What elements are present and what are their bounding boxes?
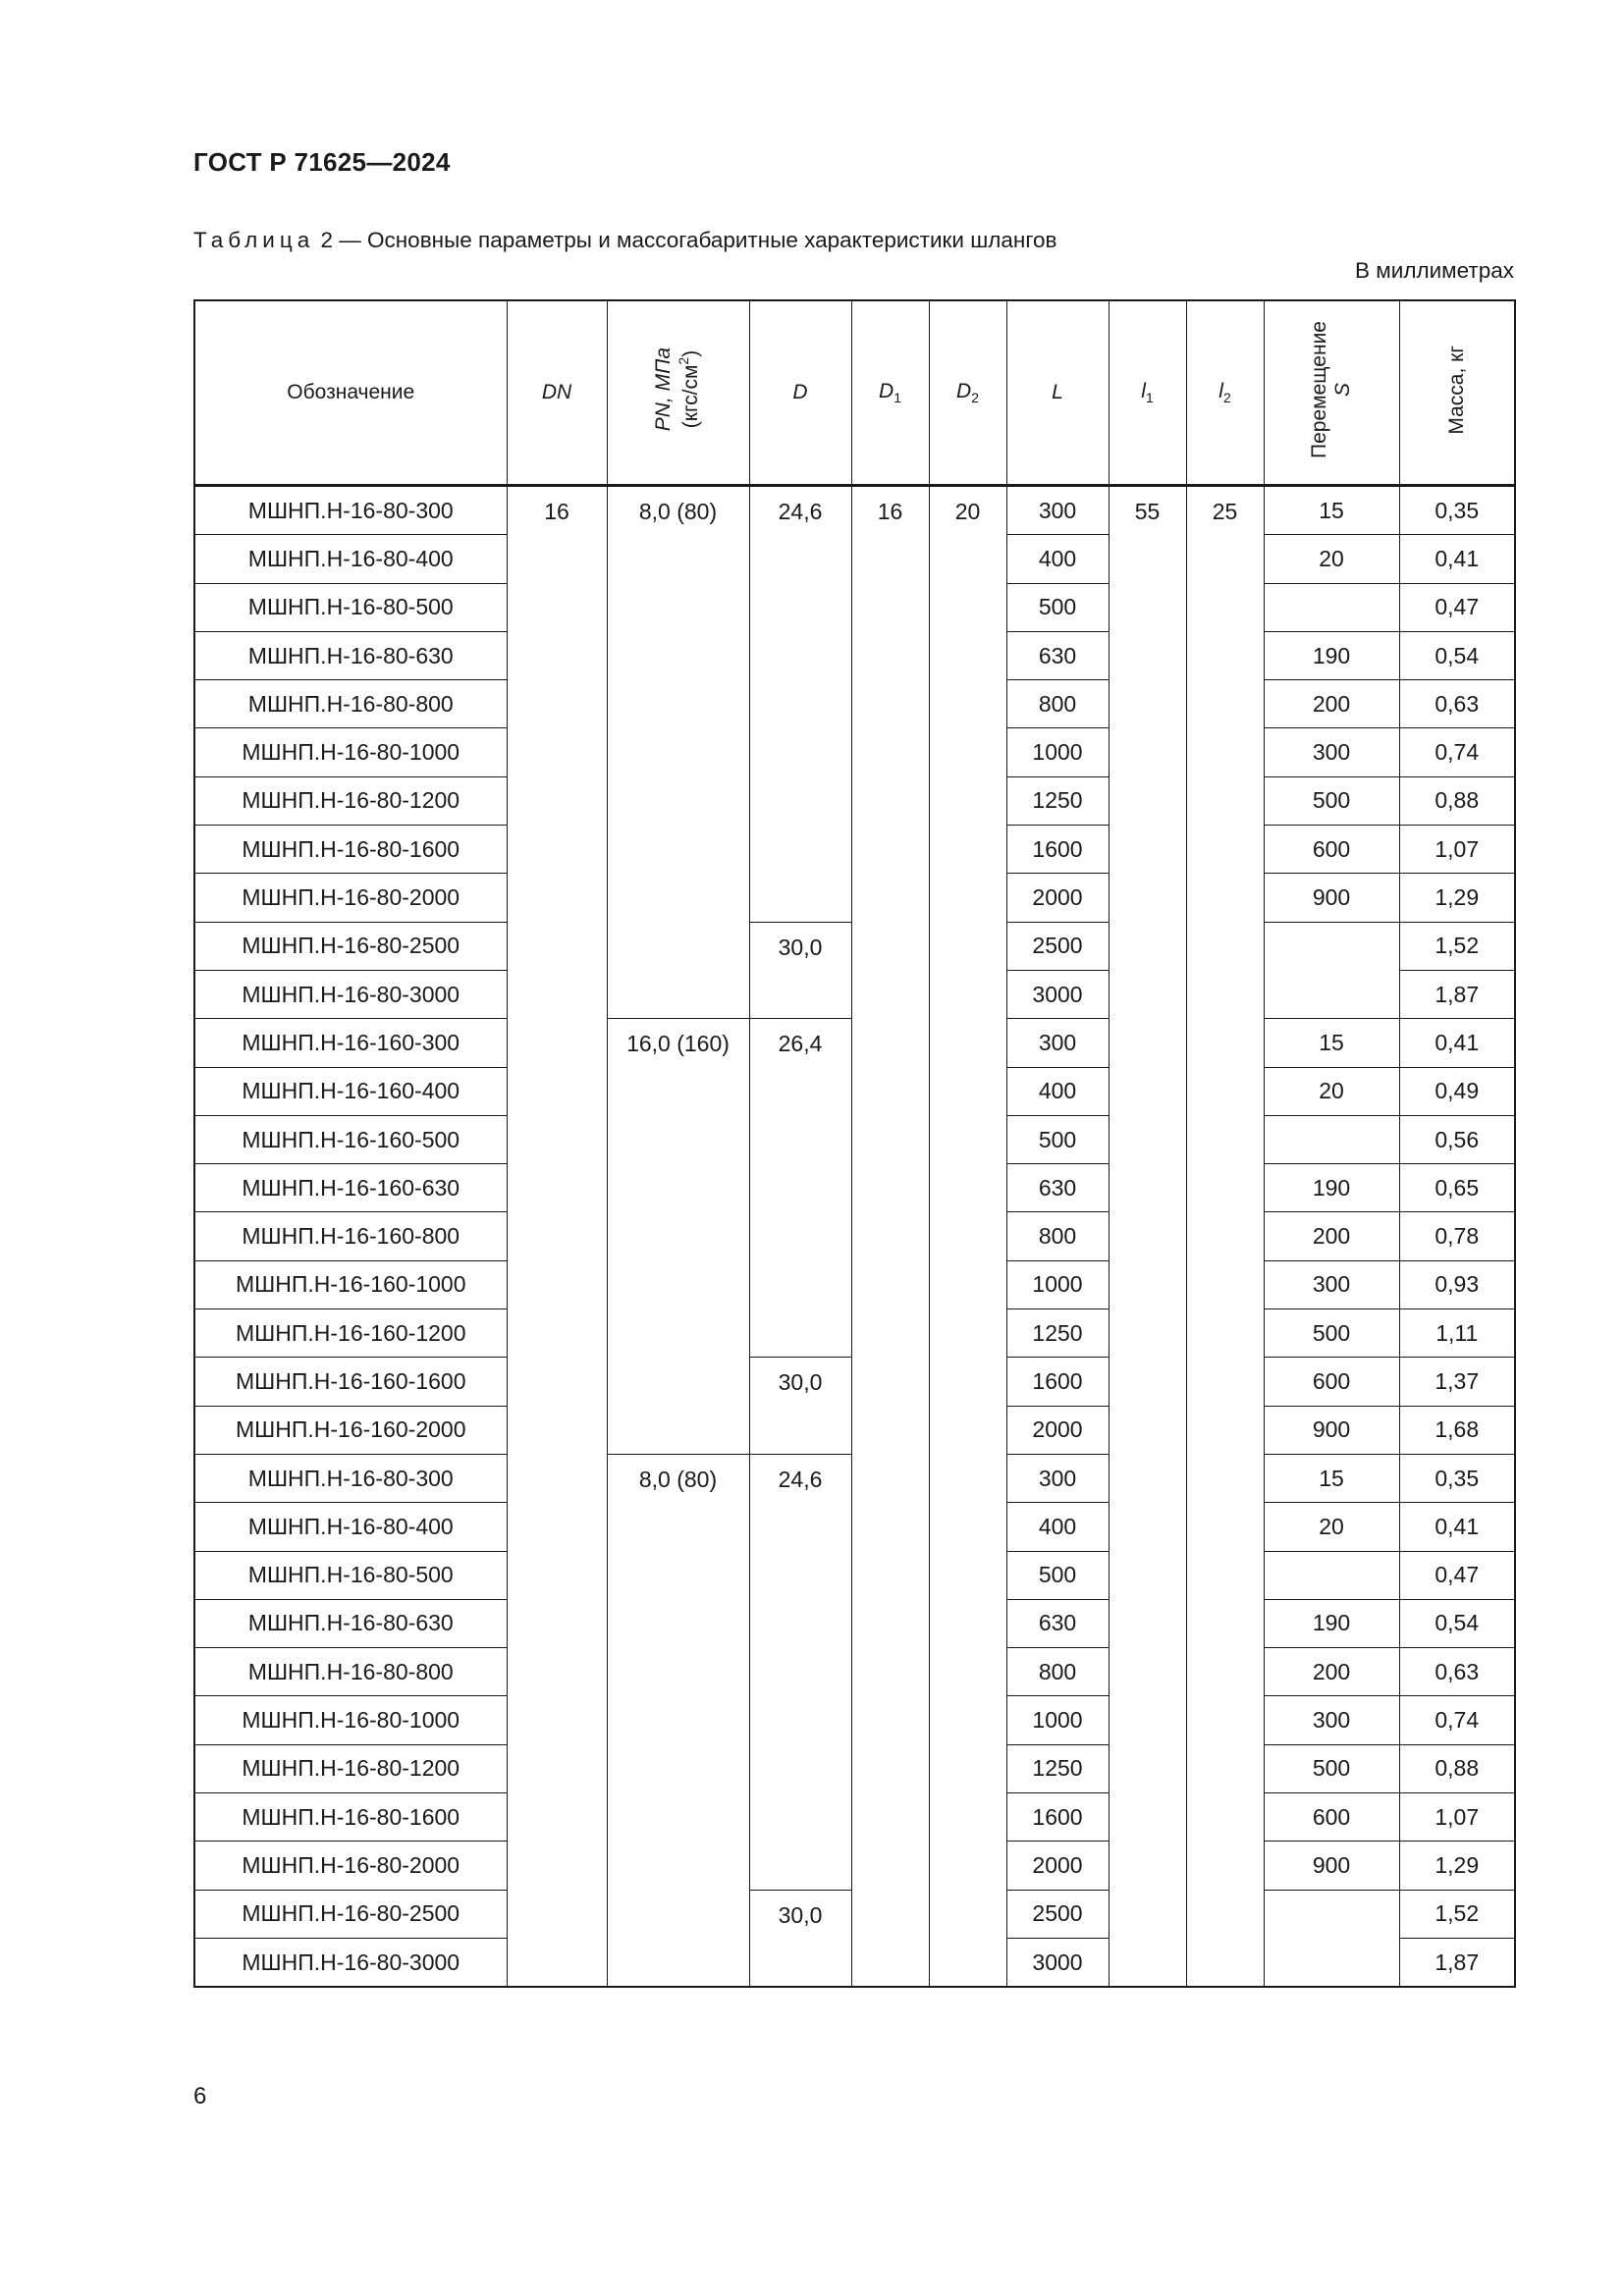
table-caption [193,228,1057,253]
length-cell: 400 [1006,535,1109,583]
displacement-cell: 500 [1264,1309,1399,1358]
length-cell: 2000 [1006,1842,1109,1890]
designation-cell: МШНП.Н-16-80-400 [194,535,507,583]
displacement-cell: 200 [1264,1212,1399,1260]
mass-cell: 0,88 [1399,776,1515,825]
mass-cell: 0,63 [1399,1648,1515,1696]
d-cell: 26,4 [749,1019,851,1358]
displacement-cell: 200 [1264,1648,1399,1696]
designation-cell: МШНП.Н-16-80-800 [194,1648,507,1696]
displacement-cell [1264,583,1399,631]
designation-cell: МШНП.Н-16-160-800 [194,1212,507,1260]
mass-cell: 0,35 [1399,1454,1515,1502]
designation-cell: МШНП.Н-16-80-2000 [194,1842,507,1890]
d-cell: 24,6 [749,486,851,923]
displacement-cell: 190 [1264,631,1399,679]
mass-cell: 0,41 [1399,1503,1515,1551]
designation-cell: МШНП.Н-16-80-1200 [194,776,507,825]
d-cell: 30,0 [749,1890,851,1987]
mass-cell: 1,37 [1399,1358,1515,1406]
displacement-cell: 15 [1264,486,1399,535]
mass-cell: 0,47 [1399,1551,1515,1599]
mass-cell: 1,52 [1399,922,1515,970]
displacement-cell: 15 [1264,1019,1399,1067]
header-designation: Обозначение [194,300,507,486]
mass-cell: 0,54 [1399,1599,1515,1647]
d-cell: 30,0 [749,922,851,1019]
designation-cell: МШНП.Н-16-80-300 [194,1454,507,1502]
length-cell: 300 [1006,1019,1109,1067]
length-cell: 3000 [1006,970,1109,1018]
designation-cell: МШНП.Н-16-80-3000 [194,970,507,1018]
length-cell: 630 [1006,1164,1109,1212]
length-cell: 2500 [1006,922,1109,970]
length-cell: 1250 [1006,1309,1109,1358]
displacement-cell: 900 [1264,874,1399,922]
displacement-cell [1264,922,1399,1019]
length-cell: 1250 [1006,776,1109,825]
parameters-table [193,299,1516,1988]
mass-cell: 1,11 [1399,1309,1515,1358]
header-d1: $D_1$ [851,300,929,486]
table-body [194,486,1515,1988]
d-cell: 30,0 [749,1358,851,1455]
designation-cell: МШНП.Н-16-160-400 [194,1067,507,1115]
mass-cell: 0,88 [1399,1744,1515,1792]
mass-cell: 0,54 [1399,631,1515,679]
displacement-cell: 900 [1264,1406,1399,1454]
pn-cell: 8,0 (80) [607,486,749,1019]
mass-cell: 0,63 [1399,680,1515,728]
displacement-cell [1264,1115,1399,1163]
displacement-cell [1264,1551,1399,1599]
length-cell: 2500 [1006,1890,1109,1938]
designation-cell: МШНП.Н-16-160-500 [194,1115,507,1163]
displacement-cell: 600 [1264,1358,1399,1406]
length-cell: 3000 [1006,1938,1109,1987]
header-pn-line1: PN, МПа [652,347,676,432]
mass-cell: 0,74 [1399,728,1515,776]
designation-cell: МШНП.Н-16-80-2500 [194,1890,507,1938]
mass-cell: 1,87 [1399,1938,1515,1987]
length-cell: 630 [1006,631,1109,679]
designation-cell: МШНП.Н-16-80-3000 [194,1938,507,1987]
header-l1: $l_1$ [1109,300,1186,486]
header-pn: PN, МПа $(кгс/см^2)$ [607,300,749,486]
header-l: L [1006,300,1109,486]
designation-cell: МШНП.Н-16-80-400 [194,1503,507,1551]
mass-cell: 1,52 [1399,1890,1515,1938]
mass-cell: 0,78 [1399,1212,1515,1260]
displacement-cell: 600 [1264,826,1399,874]
designation-cell: МШНП.Н-16-160-300 [194,1019,507,1067]
d2-cell: 20 [929,486,1006,1988]
mass-cell: 0,74 [1399,1696,1515,1744]
length-cell: 400 [1006,1067,1109,1115]
mass-cell: 1,29 [1399,1842,1515,1890]
d1-cell: 16 [851,486,929,1988]
units-note: В миллиметрах [1355,258,1514,283]
header-d2: $D_2$ [929,300,1006,486]
displacement-cell: 15 [1264,1454,1399,1502]
table-header-row [194,300,1515,486]
caption-text: 2 — Основные параметры и массогабаритные характеристики шлангов [314,228,1057,252]
mass-cell: 0,41 [1399,1019,1515,1067]
displacement-cell: 190 [1264,1164,1399,1212]
l1-cell: 55 [1109,486,1186,1988]
designation-cell: МШНП.Н-16-80-2000 [194,874,507,922]
caption-label: Таблица [193,228,315,252]
designation-cell: МШНП.Н-16-80-1600 [194,1793,507,1842]
pn-cell: 8,0 (80) [607,1454,749,1987]
designation-cell: МШНП.Н-16-160-630 [194,1164,507,1212]
mass-cell: 1,87 [1399,970,1515,1018]
designation-cell: МШНП.Н-16-80-630 [194,631,507,679]
length-cell: 300 [1006,486,1109,535]
length-cell: 1600 [1006,826,1109,874]
header-d: D [749,300,851,486]
length-cell: 800 [1006,1212,1109,1260]
length-cell: 1000 [1006,1696,1109,1744]
length-cell: 2000 [1006,874,1109,922]
designation-cell: МШНП.Н-16-80-500 [194,583,507,631]
length-cell: 500 [1006,1551,1109,1599]
mass-cell: 1,68 [1399,1406,1515,1454]
pn-cell: 16,0 (160) [607,1019,749,1455]
displacement-cell: 20 [1264,1067,1399,1115]
designation-cell: МШНП.Н-16-80-2500 [194,922,507,970]
table-row [194,486,1515,535]
designation-cell: МШНП.Н-16-80-1600 [194,826,507,874]
mass-cell: 0,56 [1399,1115,1515,1163]
designation-cell: МШНП.Н-16-80-300 [194,486,507,535]
header-displacement: Перемещение S [1264,300,1399,486]
length-cell: 500 [1006,583,1109,631]
displacement-cell: 600 [1264,1793,1399,1842]
displacement-cell: 20 [1264,1503,1399,1551]
displacement-cell: 300 [1264,728,1399,776]
length-cell: 1600 [1006,1358,1109,1406]
displacement-cell: 500 [1264,776,1399,825]
mass-cell: 1,29 [1399,874,1515,922]
displacement-cell [1264,1890,1399,1987]
displacement-cell: 190 [1264,1599,1399,1647]
length-cell: 400 [1006,1503,1109,1551]
length-cell: 1600 [1006,1793,1109,1842]
designation-cell: МШНП.Н-16-160-1000 [194,1260,507,1308]
length-cell: 800 [1006,680,1109,728]
displacement-cell: 20 [1264,535,1399,583]
length-cell: 2000 [1006,1406,1109,1454]
mass-cell: 0,41 [1399,535,1515,583]
mass-cell: 1,07 [1399,826,1515,874]
designation-cell: МШНП.Н-16-160-1200 [194,1309,507,1358]
page-number: 6 [193,2083,207,2109]
d-cell: 24,6 [749,1454,851,1890]
length-cell: 1000 [1006,1260,1109,1308]
displacement-cell: 900 [1264,1842,1399,1890]
mass-cell: 0,47 [1399,583,1515,631]
length-cell: 1250 [1006,1744,1109,1792]
mass-cell: 0,49 [1399,1067,1515,1115]
header-mass: Масса, кг [1399,300,1515,486]
displacement-cell: 200 [1264,680,1399,728]
document-title: ГОСТ Р 71625—2024 [193,147,451,177]
displacement-cell: 500 [1264,1744,1399,1792]
designation-cell: МШНП.Н-16-80-630 [194,1599,507,1647]
mass-cell: 1,07 [1399,1793,1515,1842]
designation-cell: МШНП.Н-16-80-1000 [194,1696,507,1744]
length-cell: 500 [1006,1115,1109,1163]
designation-cell: МШНП.Н-16-80-800 [194,680,507,728]
mass-cell: 0,93 [1399,1260,1515,1308]
designation-cell: МШНП.Н-16-160-2000 [194,1406,507,1454]
length-cell: 800 [1006,1648,1109,1696]
designation-cell: МШНП.Н-16-80-1200 [194,1744,507,1792]
displacement-cell: 300 [1264,1260,1399,1308]
l2-cell: 25 [1186,486,1264,1988]
designation-cell: МШНП.Н-16-160-1600 [194,1358,507,1406]
length-cell: 630 [1006,1599,1109,1647]
dn-cell: 16 [507,486,607,1988]
header-l2: $l_2$ [1186,300,1264,486]
length-cell: 1000 [1006,728,1109,776]
displacement-cell: 300 [1264,1696,1399,1744]
mass-cell: 0,65 [1399,1164,1515,1212]
designation-cell: МШНП.Н-16-80-1000 [194,728,507,776]
header-dn: DN [507,300,607,486]
designation-cell: МШНП.Н-16-80-500 [194,1551,507,1599]
mass-cell: 0,35 [1399,486,1515,535]
length-cell: 300 [1006,1454,1109,1502]
